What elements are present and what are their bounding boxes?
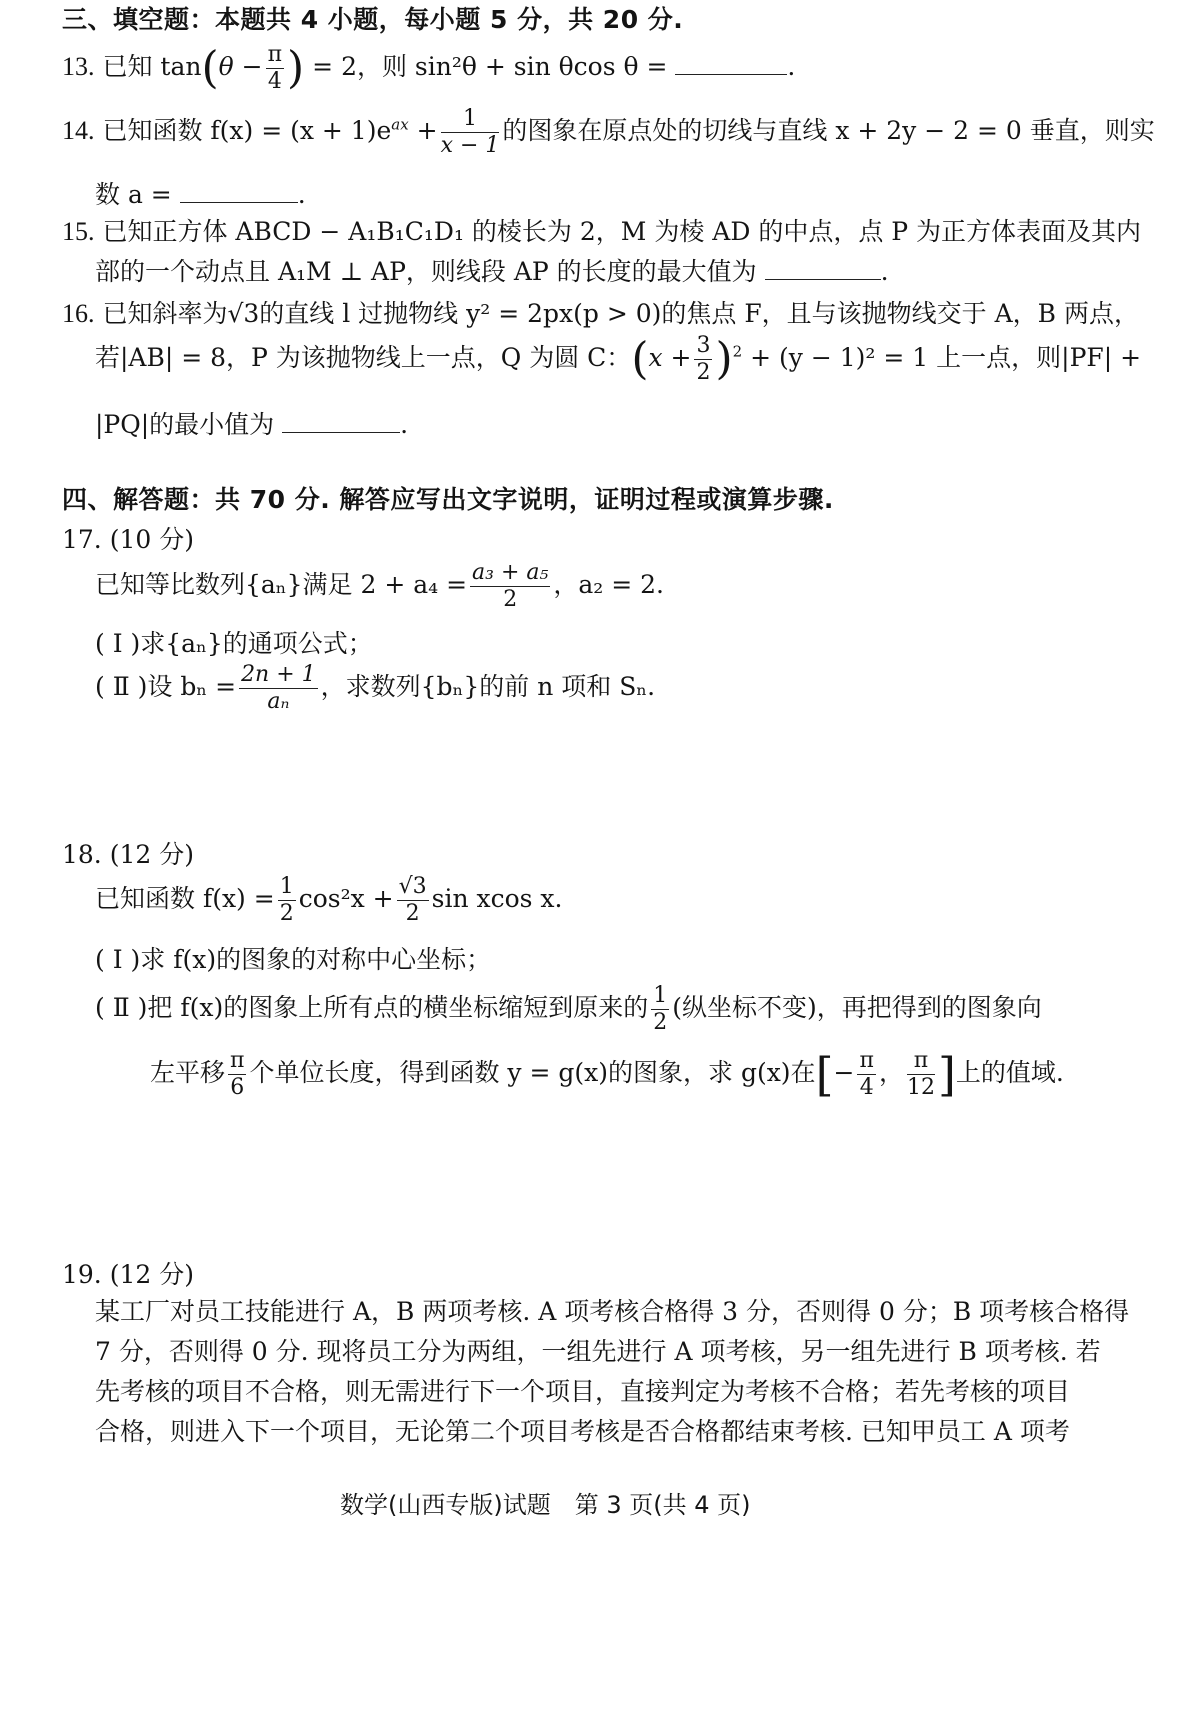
- question-16: [62, 294, 1139, 330]
- three-halves-fraction: $\frac{3}{2}$: [696, 333, 711, 385]
- q13-text-pre: 已知 tan: [102, 52, 202, 81]
- question-number: 14.: [62, 116, 95, 145]
- question-number: 13.: [62, 52, 95, 81]
- question-18-part-2: ( Ⅱ )把 f(x)的图象上所有点的横坐标缩短到原来的 $\frac{1}{2}$ (纵坐标不变)，再把得到的图象向: [95, 983, 1042, 1035]
- q13-inner: θ −: [218, 52, 263, 81]
- page-footer: 数学(山西专版)试题 第 3 页(共 4 页): [340, 1491, 751, 1519]
- question-13: 13. 已知 tan(θ − $\frac{\pi}{4}$ ) = 2，则 sin²θ + sin θcos θ = .: [62, 42, 796, 94]
- pi-over-4-fraction: $\frac{\pi}{4}$: [267, 42, 283, 94]
- answer-blank[interactable]: [765, 275, 881, 280]
- question-16-line3: |PQ|的最小值为 .: [95, 410, 409, 439]
- answer-blank[interactable]: [675, 70, 787, 75]
- question-18-heading: 18. (12 分): [62, 840, 194, 869]
- right-paren: ): [287, 42, 305, 94]
- q16-text-line1: 已知斜率为√3的直线 l 过抛物线 y² = 2px(p > 0)的焦点 F，且与该抛物线交于 A，B 两点，: [102, 299, 1139, 328]
- section-4-title: 四、解答题：共 70 分. 解答应写出文字说明，证明过程或演算步骤.: [62, 485, 834, 514]
- pi-over-12-fraction: $\frac{\pi}{12}$: [906, 1048, 935, 1100]
- question-17-stem: 已知等比数列{aₙ}满足 2 + a₄ = $\frac{\text{a₃ + a₅}}{2}$ ，a₂ = 2.: [95, 560, 664, 612]
- question-18-part-1: ( Ⅰ )求 f(x)的图象的对称中心坐标；: [95, 945, 492, 974]
- question-17-part-1: ( Ⅰ )求{aₙ}的通项公式；: [95, 629, 373, 658]
- question-17-part-2: ( Ⅱ )设 bₙ = $\frac{2n + 1}{\text{aₙ}}$ ，求数列{bₙ}的前 n 项和 Sₙ.: [95, 662, 656, 714]
- question-19-line-3: 先考核的项目不合格，则无需进行下一个项目，直接判定为考核不合格；若先考核的项目: [95, 1377, 1071, 1406]
- question-number: 15.: [62, 217, 95, 246]
- question-19-line-1: 某工厂对员工技能进行 A，B 两项考核. A 项考核合格得 3 分，否则得 0 分；B 项考核合格得: [95, 1297, 1130, 1326]
- section-3-title: 三、填空题：本题共 4 小题，每小题 5 分，共 20 分.: [62, 5, 684, 34]
- q13-text-mid: = 2，则 sin²θ + sin θcos θ =: [312, 52, 668, 81]
- one-half-fraction: $\frac{1}{2}$: [653, 983, 668, 1035]
- question-18-part-2-line2: 左平移 $\frac{\pi}{6}$ 个单位长度，得到函数 y = g(x)的图象，求 g(x)在[− $\frac{\pi}{4}$ ， $\frac{\pi}{12}$ ]上的值域.: [150, 1047, 1064, 1102]
- question-19-line-4: 合格，则进入下一个项目，无论第二个项目考核是否合格都结束考核. 已知甲员工 A 项考: [95, 1417, 1070, 1446]
- question-17-heading: 17. (10 分): [62, 525, 194, 554]
- q14-text-post: 的图象在原点处的切线与直线 x + 2y − 2 = 0 垂直，则实: [502, 116, 1155, 145]
- answer-blank[interactable]: [282, 428, 400, 433]
- question-15-line2: 部的一个动点且 A₁M ⊥ AP，则线段 AP 的长度的最大值为 .: [95, 257, 889, 286]
- pi-over-6-fraction: $\frac{\pi}{6}$: [230, 1048, 245, 1100]
- one-half-fraction: $\frac{1}{2}$: [279, 874, 294, 926]
- question-14: 14. 已知函数 $f(x) = (x + 1)e^{ax}$ + $\frac{1}{x - 1}$ 的图象在原点处的切线与直线 x + 2y − 2 = 0 垂直，则实: [62, 106, 1155, 158]
- bn-fraction: $\frac{2n + 1}{\text{aₙ}}$: [241, 662, 316, 714]
- q14-text-pre: 已知函数 f(x) = (x + 1)e: [102, 116, 392, 145]
- question-14-line2: 数 a = .: [95, 180, 306, 209]
- a3-plus-a5-over-2-fraction: $\frac{\text{a₃ + a₅}}{2}$: [472, 560, 549, 612]
- pi-over-4-fraction: $\frac{\pi}{4}$: [859, 1048, 874, 1100]
- answer-blank[interactable]: [180, 198, 298, 203]
- question-18-stem: 已知函数 f(x) = $\frac{1}{2}$ cos²x + $\frac{√3}{2}$ sin xcos x.: [95, 874, 563, 926]
- sqrt3-over-2-fraction: $\frac{√3}{2}$: [398, 874, 427, 926]
- question-15: [62, 212, 1141, 248]
- question-number: 16.: [62, 299, 95, 328]
- left-paren: (: [201, 42, 219, 94]
- one-over-x-minus-1-fraction: $\frac{1}{x - 1}$: [440, 106, 500, 158]
- q15-text-line1: 已知正方体 ABCD − A₁B₁C₁D₁ 的棱长为 2，M 为棱 AD 的中点，点 P 为正方体表面及其内: [102, 217, 1142, 246]
- question-16-line2: 若|AB| = 8，P 为该抛物线上一点，Q 为圆 C：(x + $\frac{3}{2}$ )$^2$ + (y − 1)² = 1 上一点，则|PF| +: [95, 333, 1142, 385]
- question-19-line-2: 7 分，否则得 0 分. 现将员工分为两组，一组先进行 A 项考核，另一组先进行 B 项考核. 若: [95, 1337, 1101, 1366]
- question-19-heading: 19. (12 分): [62, 1260, 194, 1289]
